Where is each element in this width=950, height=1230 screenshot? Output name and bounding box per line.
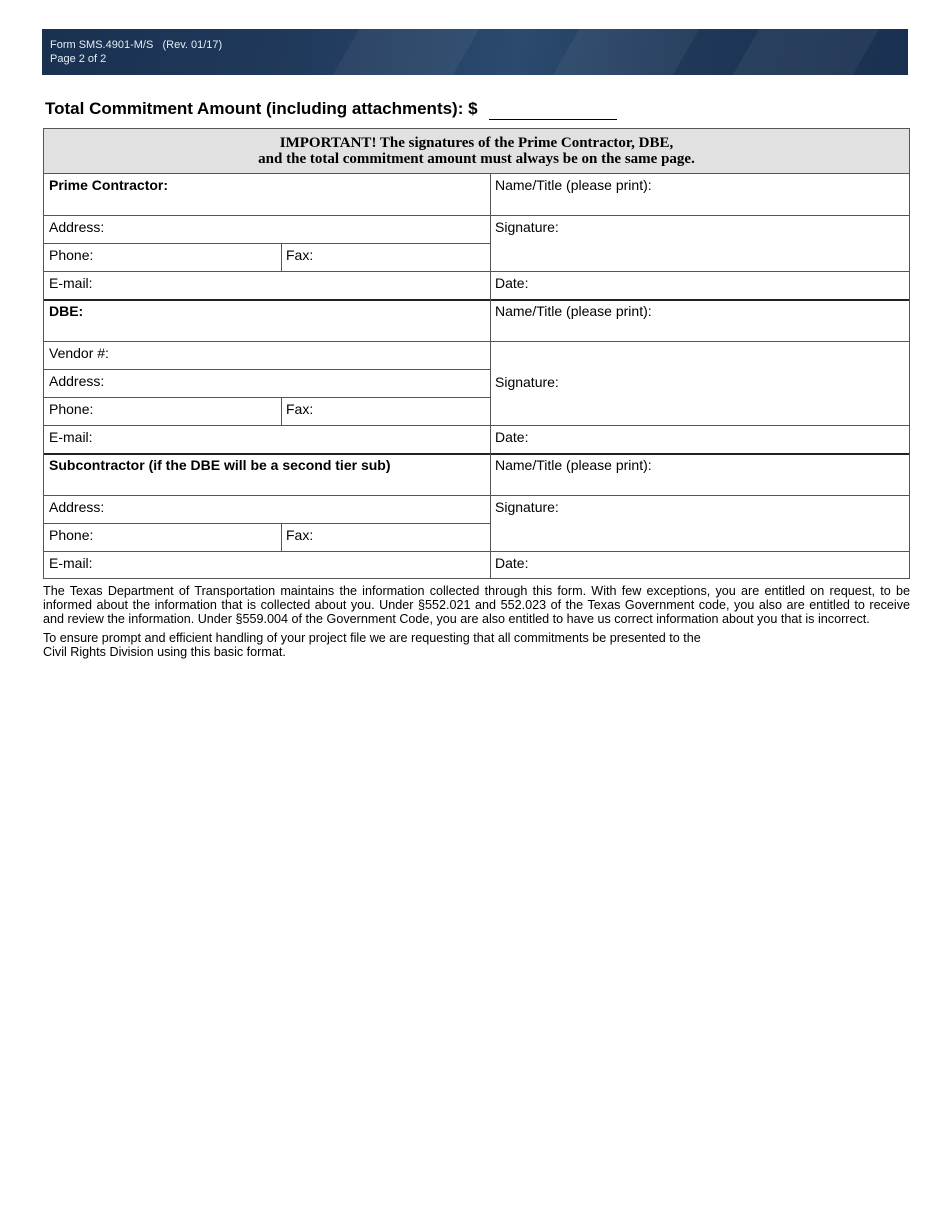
total-commitment-label: Total Commitment Amount (including attachments): $ <box>45 99 478 118</box>
subcontractor-field[interactable]: Subcontractor (if the DBE will be a second tier sub) <box>49 457 391 473</box>
page-number: Page 2 of 2 <box>50 53 107 65</box>
sub-signature-field[interactable]: Signature: <box>495 499 559 515</box>
form-id: Form SMS.4901-M/S <box>50 39 154 51</box>
important-notice <box>44 129 909 173</box>
dbe-field[interactable]: DBE: <box>49 303 84 319</box>
form-revision: (Rev. 01/17) <box>162 39 223 51</box>
prime-signature-field[interactable]: Signature: <box>495 219 559 235</box>
sub-address-field[interactable]: Address: <box>49 499 105 515</box>
dbe-fax-field[interactable]: Fax: <box>286 401 314 417</box>
prime-email-field[interactable]: E-mail: <box>49 275 93 291</box>
notice-line-2: and the total commitment amount must always be on the same page. <box>258 151 695 167</box>
sub-name-title-field[interactable]: Name/Title (please print): <box>495 457 652 473</box>
sub-fax-field[interactable]: Fax: <box>286 527 314 543</box>
dbe-vendor-field[interactable]: Vendor #: <box>49 345 109 361</box>
prime-address-field[interactable]: Address: <box>49 219 105 235</box>
prime-fax-field[interactable]: Fax: <box>286 247 314 263</box>
sub-email-field[interactable]: E-mail: <box>49 555 93 571</box>
commitment-table <box>43 128 910 579</box>
instructions-line-2: Civil Rights Division using this basic format. <box>43 645 286 659</box>
privacy-notice: The Texas Department of Transportation maintains the information collected through this form. With few exceptions, you are entitled on request, to be informed about the information that is collected about you. Under §552.021 and 552.023 of the Texas Government code, you also are entitled to receive and review the information. Under §559.004 of the Government Code, you are also entitled to have us correct information about you that is incorrect. <box>43 584 910 626</box>
dbe-name-title-field[interactable]: Name/Title (please print): <box>495 303 652 319</box>
notice-line-1: IMPORTANT! The signatures of the Prime Contractor, DBE, <box>279 135 674 151</box>
total-commitment-field[interactable] <box>489 119 617 120</box>
dbe-phone-field[interactable]: Phone: <box>49 401 94 417</box>
dbe-date-field[interactable]: Date: <box>495 429 529 445</box>
prime-contractor-field[interactable]: Prime Contractor: <box>49 177 169 193</box>
instructions-line-1: To ensure prompt and efficient handling of your project file we are requesting that all commitments be presented to the <box>43 631 701 645</box>
prime-phone-field[interactable]: Phone: <box>49 247 94 263</box>
dbe-signature-field[interactable]: Signature: <box>495 374 559 390</box>
form-id-line <box>50 39 222 51</box>
prime-name-title-field[interactable]: Name/Title (please print): <box>495 177 652 193</box>
dbe-email-field[interactable]: E-mail: <box>49 429 93 445</box>
sub-phone-field[interactable]: Phone: <box>49 527 94 543</box>
sub-date-field[interactable]: Date: <box>495 555 529 571</box>
dbe-address-field[interactable]: Address: <box>49 373 105 389</box>
instructions-text <box>43 631 910 659</box>
form-header-banner <box>42 29 908 75</box>
prime-date-field[interactable]: Date: <box>495 275 529 291</box>
